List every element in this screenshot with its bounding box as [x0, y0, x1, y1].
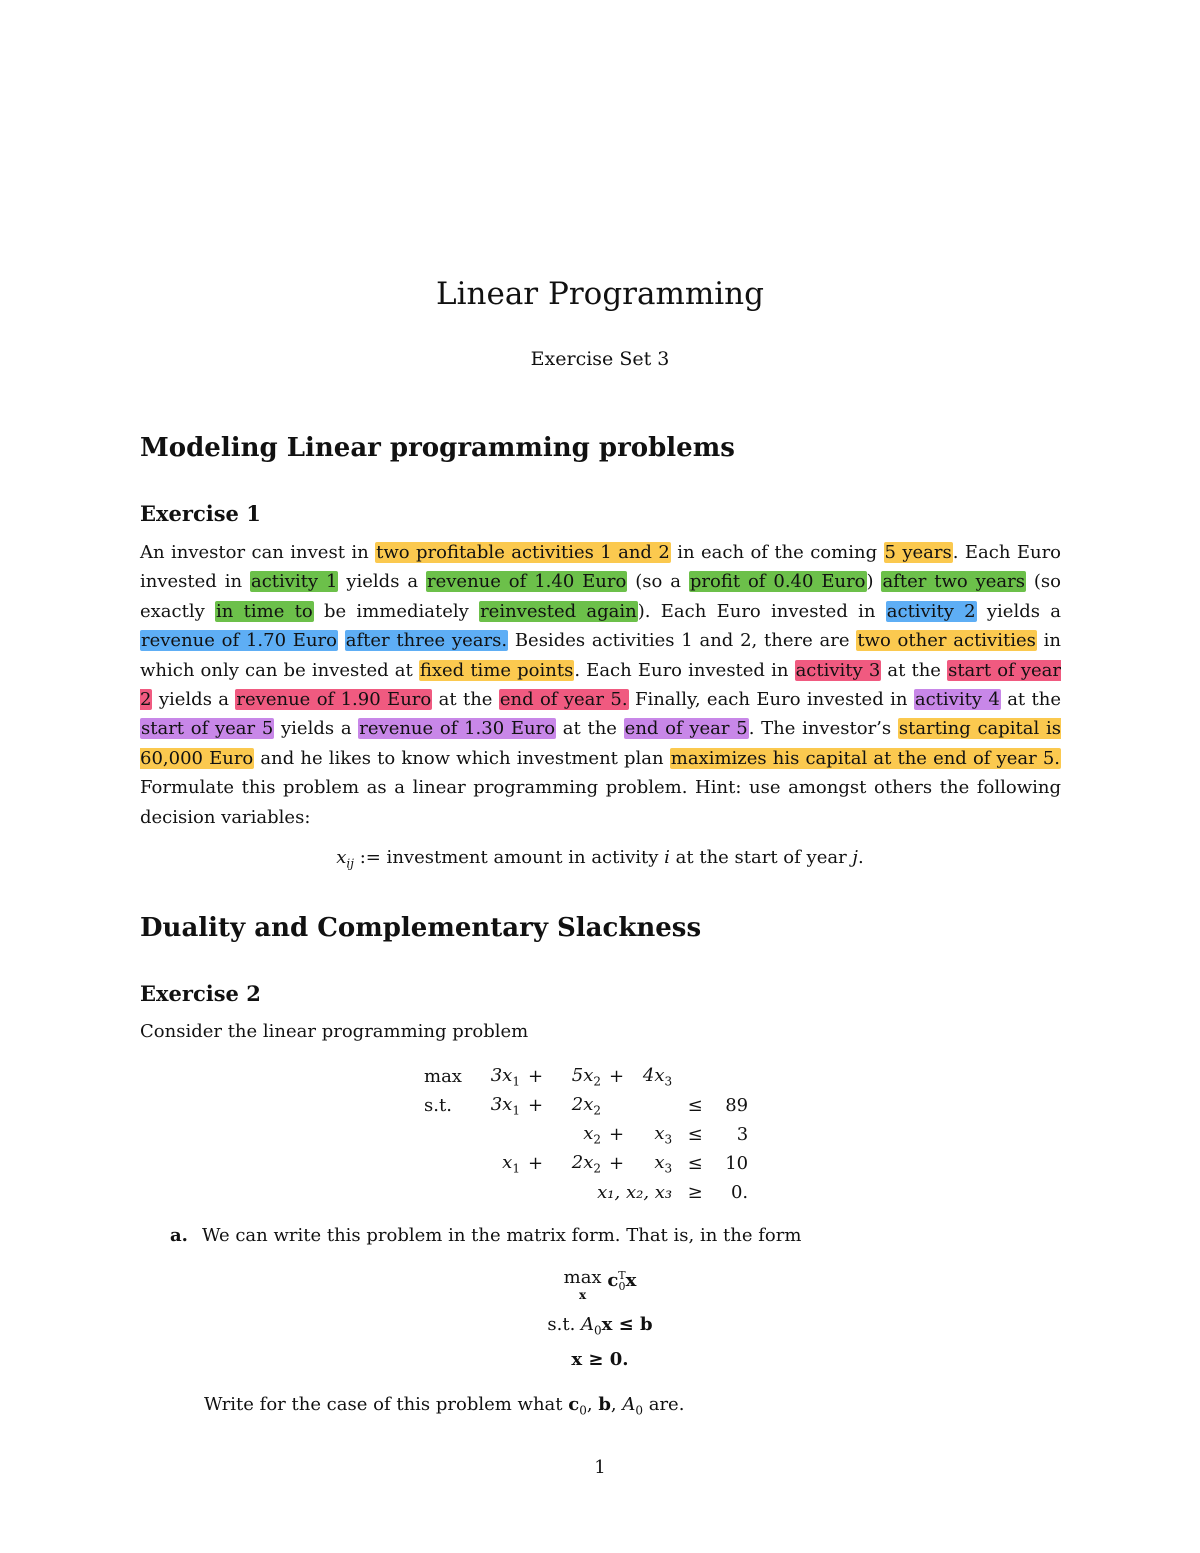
- highlight: activity 4: [914, 689, 1000, 711]
- text-run: yields a: [976, 600, 1061, 622]
- text-run: at the: [1000, 689, 1062, 711]
- section-heading-duality: Duality and Complementary Slackness: [140, 913, 702, 943]
- lp-row-objective: max $3x_1$ + $5x_2$ + $4x_3$: [424, 1064, 673, 1089]
- lp-problem: [420, 1062, 752, 1207]
- lp-row-constraint-3: $x_1$ + $2x_2$ + $x_3$ ≤ 10: [502, 1151, 749, 1176]
- document-title: Linear Programming: [436, 276, 764, 312]
- text-run: Finally, each Euro invested in: [628, 689, 914, 711]
- exercise-2-intro: Consider the linear programming problem: [140, 1021, 529, 1042]
- text-run: yields a: [274, 718, 359, 740]
- text-run: (so exactly: [140, 571, 1062, 622]
- text-run: ): [866, 571, 882, 593]
- exercise-2-heading: Exercise 2: [140, 981, 261, 1006]
- highlight: two other activities: [857, 630, 1036, 652]
- highlight: end of year 5.: [499, 689, 628, 711]
- text-run: . Each Euro invested in: [574, 659, 795, 681]
- highlight: fixed time points: [419, 659, 574, 681]
- highlight: activity 2: [886, 600, 976, 622]
- highlight: reinvested again: [480, 600, 637, 622]
- highlight: profit of 0.40 Euro: [689, 571, 866, 593]
- exercise-1-heading: Exercise 1: [140, 501, 261, 526]
- highlight: revenue of 1.40 Euro: [426, 571, 627, 593]
- text-run: yields a: [338, 571, 426, 593]
- text-run: be immediately: [313, 600, 480, 622]
- highlight: after three years.: [345, 630, 508, 652]
- text-run: (so a: [627, 571, 689, 593]
- text-run: Formulate this problem as a linear programming problem. Hint: use amongst others the following decision variables:: [140, 777, 1061, 828]
- text-run: yields a: [152, 689, 236, 711]
- highlight: revenue of 1.30 Euro: [359, 718, 556, 740]
- matrix-constraint: s.t. $A_0x \le b$: [547, 1314, 653, 1338]
- text-run: [338, 630, 345, 651]
- highlight: revenue of 1.90 Euro: [236, 689, 432, 711]
- highlight: activity 3: [795, 659, 881, 681]
- section-heading-modeling: Modeling Linear programming problems: [140, 433, 735, 463]
- lp-row-nonnegativity: x₁, x₂, x₃ ≥ 0.: [597, 1182, 749, 1203]
- highlight: two profitable activities 1 and 2: [376, 542, 670, 563]
- text-run: at the: [881, 659, 948, 681]
- text-run: Besides activities 1 and 2, there are: [508, 630, 857, 652]
- text-run: and he likes to know which investment plan: [254, 747, 670, 769]
- highlight: start of year 2: [140, 659, 1062, 711]
- text-run: ). Each Euro invested in: [637, 600, 886, 622]
- highlight: starting capital is 60,000 Euro: [140, 718, 1061, 769]
- write-instruction: Write for the case of this problem what $c_0$, b, $A_0$ are.: [204, 1394, 685, 1418]
- text-run: at the: [432, 689, 499, 711]
- highlight: activity 1: [250, 571, 338, 593]
- matrix-nonnegativity: x ≥ 0.: [571, 1349, 629, 1370]
- text-run: . Each Euro invested in: [140, 542, 1062, 593]
- highlight: start of year 5: [141, 718, 274, 740]
- highlight: after two years: [882, 571, 1026, 593]
- matrix-objective: max x c T 0 x: [563, 1267, 637, 1302]
- decision-variable-definition: $x_{ij}$ := investment amount in activity i at the start of year j.: [336, 847, 864, 871]
- lp-row-constraint-1: s.t. $3x_1$ + $2x_2$ ≤ 89: [424, 1093, 749, 1118]
- text-run: at the: [556, 718, 624, 740]
- highlight: 5 years: [884, 542, 952, 563]
- page-number: 1: [594, 1457, 606, 1478]
- text-run: . The investor’s: [748, 718, 898, 740]
- text-run: in which only can be invested at: [140, 630, 1061, 681]
- highlight: revenue of 1.70 Euro: [141, 630, 337, 652]
- highlight: in time to: [216, 600, 313, 622]
- part-a: a. We can write this problem in the matrix form. That is, in the form: [170, 1225, 802, 1246]
- highlight: maximizes his capital at the end of year 5.: [670, 747, 1061, 769]
- text-run: An investor can invest in: [140, 542, 376, 563]
- document-subtitle: Exercise Set 3: [530, 348, 670, 370]
- lp-row-constraint-2: $x_2$ + $x_3$ ≤ 3: [583, 1122, 749, 1147]
- highlight: end of year 5: [624, 718, 748, 740]
- text-run: in each of the coming: [670, 542, 884, 563]
- exercise-1-text: [140, 538, 1061, 832]
